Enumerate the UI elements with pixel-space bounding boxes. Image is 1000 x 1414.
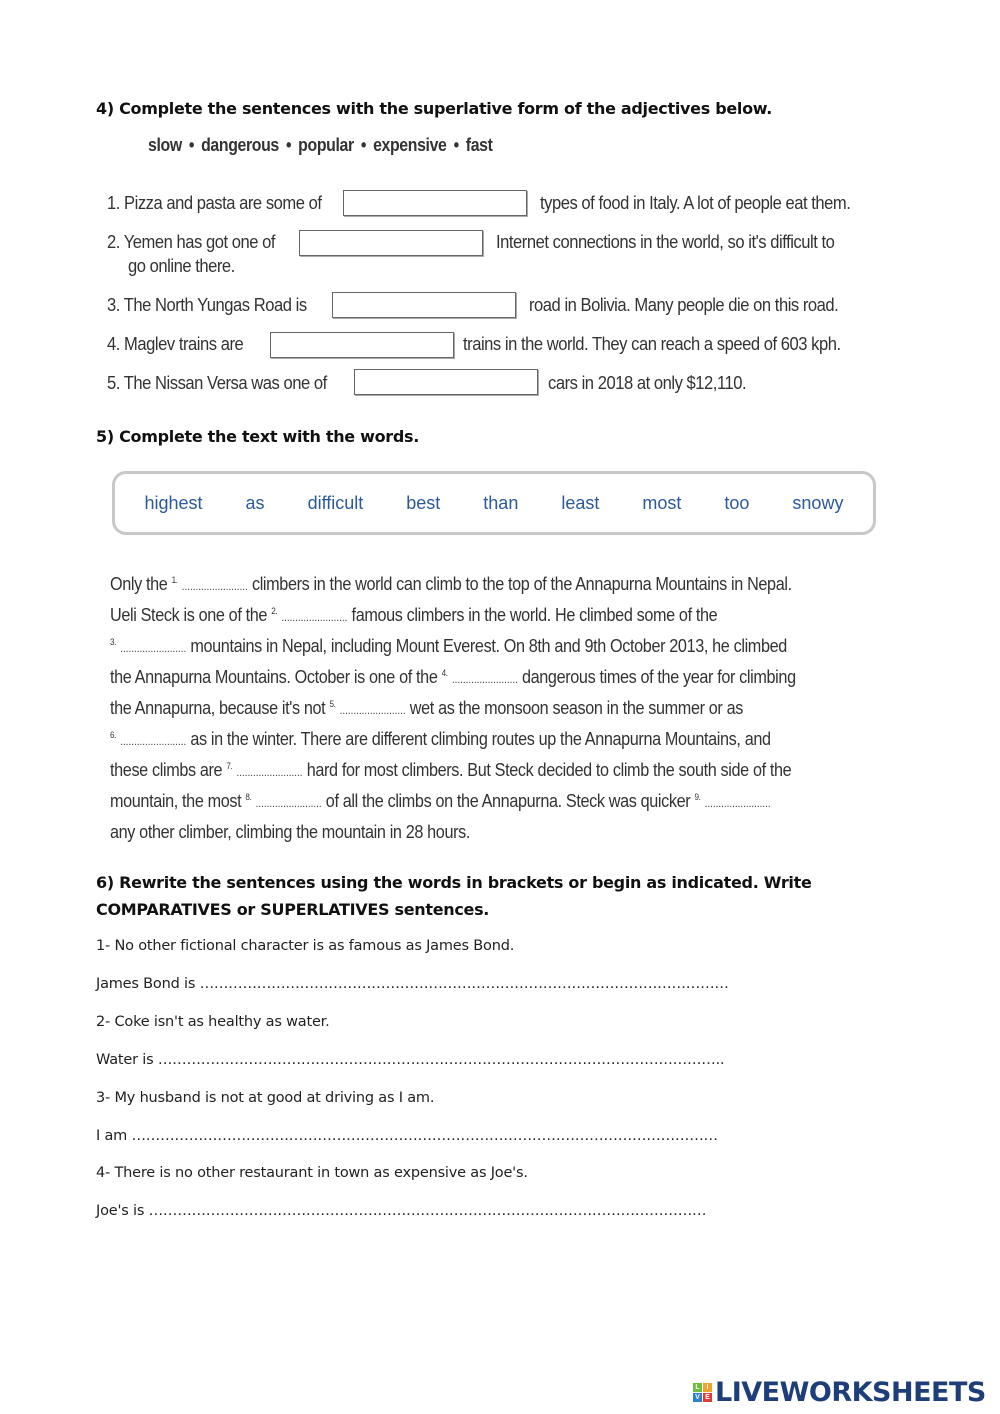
answer-blank[interactable]: ........................ bbox=[120, 736, 187, 748]
question-2-continued: go online there. bbox=[128, 256, 235, 276]
answer-blank[interactable]: ........................ bbox=[451, 674, 518, 686]
word: highest bbox=[144, 492, 203, 513]
sentence-1: 1- No other fictional character is as famous as James Bond. bbox=[96, 938, 515, 954]
question-1: 1. Pizza and pasta are some of bbox=[107, 193, 322, 213]
question-3: 3. The North Yungas Road is bbox=[107, 295, 307, 315]
exercise-6-heading-line2: COMPARATIVES or SUPERLATIVES sentences. bbox=[96, 900, 490, 919]
passage-text: wet as the monsoon season in the summer or as bbox=[405, 698, 743, 718]
blank-number: 6. bbox=[110, 730, 117, 740]
answer-box-1[interactable] bbox=[343, 190, 527, 216]
adjective: slow bbox=[148, 135, 182, 155]
passage-line bbox=[110, 698, 743, 719]
passage-line bbox=[110, 636, 787, 657]
word: than bbox=[483, 492, 519, 513]
answer-box-5[interactable] bbox=[354, 369, 538, 395]
sentence-2: 2- Coke isn't as healthy as water. bbox=[96, 1014, 330, 1030]
logo-tiles-icon: L I V E bbox=[693, 1383, 712, 1402]
question-1-after: types of food in Italy. A lot of people eat them. bbox=[540, 193, 851, 213]
passage-text: the Annapurna, because it's not bbox=[110, 698, 330, 718]
bullet: • bbox=[285, 135, 292, 155]
exercise-4-heading: 4) Complete the sentences with the superlative form of the adjectives below. bbox=[96, 99, 773, 118]
passage-text: hard for most climbers. But Steck decided to climb the south side of the bbox=[302, 760, 792, 780]
question-2: 2. Yemen has got one of bbox=[107, 232, 276, 252]
passage-text: mountain, the most bbox=[110, 791, 246, 811]
passage-line bbox=[110, 605, 717, 626]
blank-number: 9. bbox=[694, 792, 701, 802]
bullet: • bbox=[360, 135, 367, 155]
blank-number: 4. bbox=[441, 668, 448, 678]
answer-blank[interactable]: ........................ bbox=[181, 581, 248, 593]
blank-number: 7. bbox=[226, 761, 233, 771]
passage-line bbox=[110, 760, 791, 781]
passage-text: mountains in Nepal, including Mount Everest. On 8th and 9th October 2013, he climbed bbox=[186, 636, 787, 656]
sentence-4: 4- There is no other restaurant in town as expensive as Joe's. bbox=[96, 1165, 528, 1181]
passage-line bbox=[110, 729, 771, 750]
word: most bbox=[642, 492, 682, 513]
adjective: dangerous bbox=[201, 135, 279, 155]
answer-blank[interactable]: ........................ bbox=[236, 767, 303, 779]
word: difficult bbox=[307, 492, 364, 513]
passage-text: Ueli Steck is one of the bbox=[110, 605, 272, 625]
word: least bbox=[561, 492, 600, 513]
question-5: 5. The Nissan Versa was one of bbox=[107, 373, 327, 393]
passage-text: the Annapurna Mountains. October is one of the bbox=[110, 667, 442, 687]
passage-line bbox=[110, 791, 771, 812]
question-3-after: road in Bolivia. Many people die on this road. bbox=[529, 295, 839, 315]
answer-box-3[interactable] bbox=[332, 292, 516, 318]
liveworksheets-logo bbox=[693, 1377, 986, 1408]
exercise-5-heading: 5) Complete the text with the words. bbox=[96, 427, 420, 446]
word: best bbox=[406, 492, 441, 513]
passage-text: climbers in the world can climb to the top of the Annapurna Mountains in Nepal. bbox=[247, 574, 792, 594]
word: too bbox=[724, 492, 750, 513]
question-4-after: trains in the world. They can reach a speed of 603 kph. bbox=[463, 334, 841, 354]
adjective: expensive bbox=[373, 135, 447, 155]
passage-text: of all the climbs on the Annapurna. Steck was quicker bbox=[321, 791, 695, 811]
logo-text: LIVEWORKSHEETS bbox=[715, 1377, 986, 1408]
answer-blank[interactable]: ........................ bbox=[704, 798, 771, 810]
adjective-list bbox=[148, 135, 493, 156]
rewrite-line-1[interactable]: James Bond is ………………………………………………………………………………………………… bbox=[96, 976, 729, 992]
passage-text: any other climber, climbing the mountain in 28 hours. bbox=[110, 822, 471, 842]
answer-blank[interactable]: ........................ bbox=[281, 612, 348, 624]
rewrite-line-2[interactable]: Water is ……………………………………………………………………………………………………….. bbox=[96, 1052, 725, 1068]
answer-blank[interactable]: ........................ bbox=[339, 705, 406, 717]
passage-text: famous climbers in the world. He climbed some of the bbox=[347, 605, 718, 625]
rewrite-line-4[interactable]: Joe's is ……………………………………………………………………………………………………… bbox=[96, 1203, 707, 1219]
adjective: fast bbox=[465, 135, 493, 155]
blank-number: 5. bbox=[329, 699, 336, 709]
answer-blank[interactable]: ........................ bbox=[255, 798, 322, 810]
word: as bbox=[245, 492, 265, 513]
word-bank bbox=[112, 471, 876, 535]
sentence-3: 3- My husband is not at good at driving as I am. bbox=[96, 1090, 435, 1106]
blank-number: 8. bbox=[245, 792, 252, 802]
rewrite-line-3[interactable]: I am …………………………………………………………………………………………………………… bbox=[96, 1128, 718, 1144]
bullet: • bbox=[188, 135, 195, 155]
blank-number: 1. bbox=[171, 575, 178, 585]
passage-text: dangerous times of the year for climbing bbox=[517, 667, 796, 687]
question-5-after: cars in 2018 at only $12,110. bbox=[548, 373, 747, 393]
passage-text: these climbs are bbox=[110, 760, 227, 780]
answer-box-4[interactable] bbox=[270, 332, 454, 358]
passage-text: Only the bbox=[110, 574, 172, 594]
blank-number: 2. bbox=[271, 606, 278, 616]
passage-text: as in the winter. There are different climbing routes up the Annapurna Mountains, and bbox=[186, 729, 771, 749]
question-2-after: Internet connections in the world, so it's difficult to bbox=[496, 232, 835, 252]
word: snowy bbox=[792, 492, 844, 513]
passage-line bbox=[110, 822, 470, 843]
bullet: • bbox=[453, 135, 459, 155]
passage-line bbox=[110, 667, 796, 688]
exercise-6-heading-line1: 6) Rewrite the sentences using the words in brackets or begin as indicated. Write bbox=[96, 873, 812, 892]
blank-number: 3. bbox=[110, 637, 117, 647]
adjective: popular bbox=[298, 135, 354, 155]
answer-box-2[interactable] bbox=[299, 230, 483, 256]
question-4: 4. Maglev trains are bbox=[107, 334, 244, 354]
passage-line bbox=[110, 574, 792, 595]
answer-blank[interactable]: ........................ bbox=[120, 643, 187, 655]
